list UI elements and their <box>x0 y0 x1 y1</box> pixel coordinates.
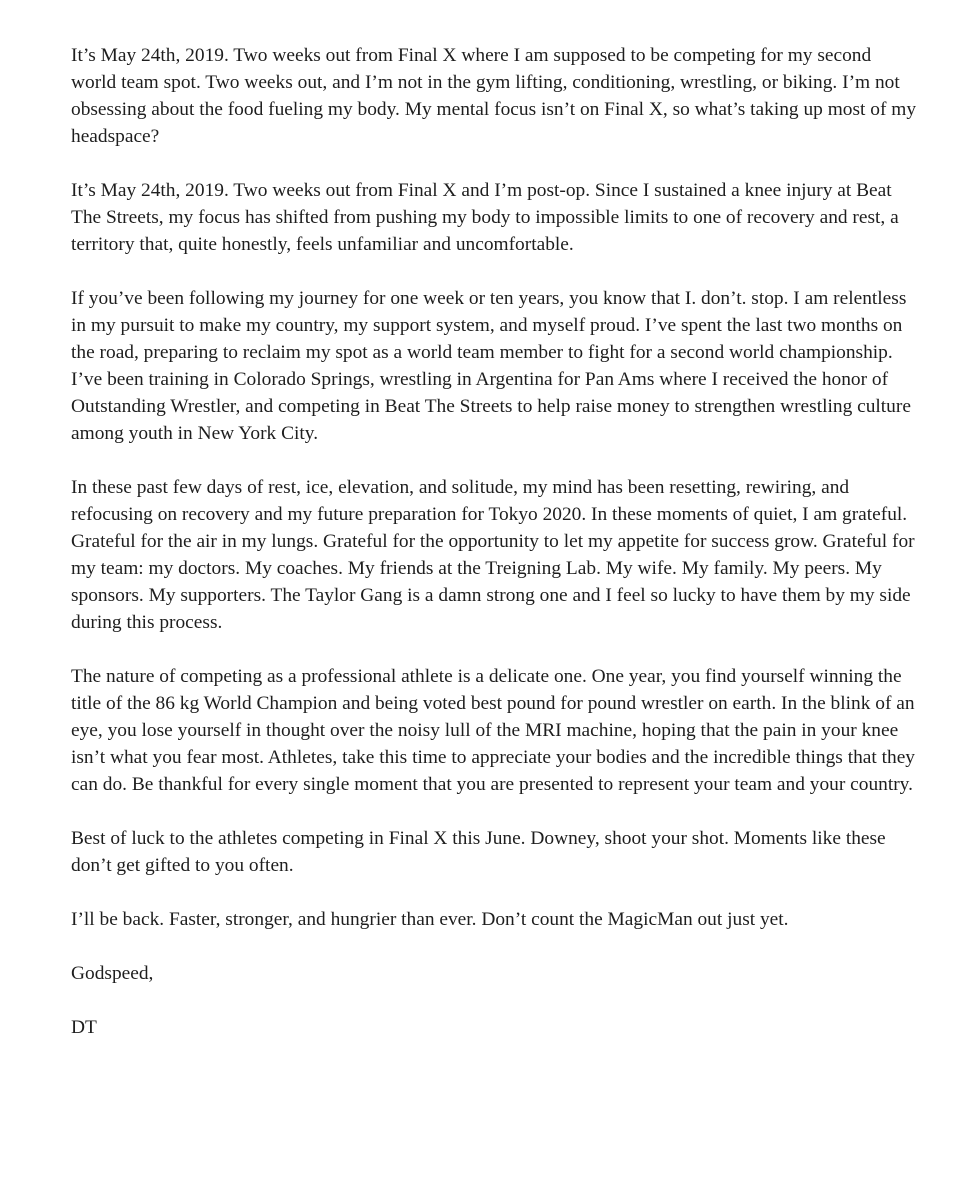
letter-body <box>71 42 921 1041</box>
paragraph-journey: If you’ve been following my journey for one week or ten years, you know that I. don’t. stop. I am relentless in my pursuit to make my country, my support system, and myself proud. I’ve spent the last two months on the road, preparing to reclaim my spot as a world team member to fight for a second world championship. I’ve been training in Colorado Springs, wrestling in Argentina for Pan Ams where I received the honor of Outstanding Wrestler, and competing in Beat The Streets to help raise money to strengthen wrestling culture among youth in New York City. <box>71 288 911 444</box>
paragraph-athlete-nature: The nature of competing as a professional athlete is a delicate one. One year, you find yourself winning the title of the 86 kg World Champion and being voted best pound for pound wrestler on earth. In the blink of an eye, you lose yourself in thought over the noisy lull of the MRI machine, hoping that the pain in your knee isn’t what you fear most. Athletes, take this time to appreciate your bodies and the incredible things that they can do. Be thankful for every single moment that you are presented to represent your team and your country. <box>71 666 916 795</box>
paragraph-good-luck: Best of luck to the athletes competing in Final X this June. Downey, shoot your shot. Moments like these don’t get gifted to you often. <box>71 828 886 876</box>
paragraph-post-op: It’s May 24th, 2019. Two weeks out from Final X and I’m post-op. Since I sustained a knee injury at Beat The Streets, my focus has shifted from pushing my body to impossible limits to one of recovery and rest, a territory that, quite honestly, feels unfamiliar and uncomfortable. <box>71 180 899 255</box>
paragraph-gratitude: In these past few days of rest, ice, elevation, and solitude, my mind has been resetting, rewiring, and refocusing on recovery and my future preparation for Tokyo 2020. In these moments of quiet, I am grateful. Grateful for the air in my lungs. Grateful for the opportunity to let my appetite for success grow. Grateful for my team: my doctors. My coaches. My friends at the Treigning Lab. My wife. My family. My peers. My sponsors. My supporters. The Taylor Gang is a damn strong one and I feel so lucky to have them by my side during this process. <box>71 477 915 633</box>
closing-line: Godspeed, <box>71 963 154 984</box>
paragraph-final-x-intro: It’s May 24th, 2019. Two weeks out from Final X where I am supposed to be competing for my second world team spot. Two weeks out, and I’m not in the gym lifting, conditioning, wrestling, or biking. I’m not obsessing about the food fueling my body. My mental focus isn’t on Final X, so what’s taking up most of my headspace? <box>71 45 917 147</box>
paragraph-comeback: I’ll be back. Faster, stronger, and hungrier than ever. Don’t count the MagicMan out just yet. <box>71 909 789 930</box>
signature: DT <box>71 1017 97 1038</box>
